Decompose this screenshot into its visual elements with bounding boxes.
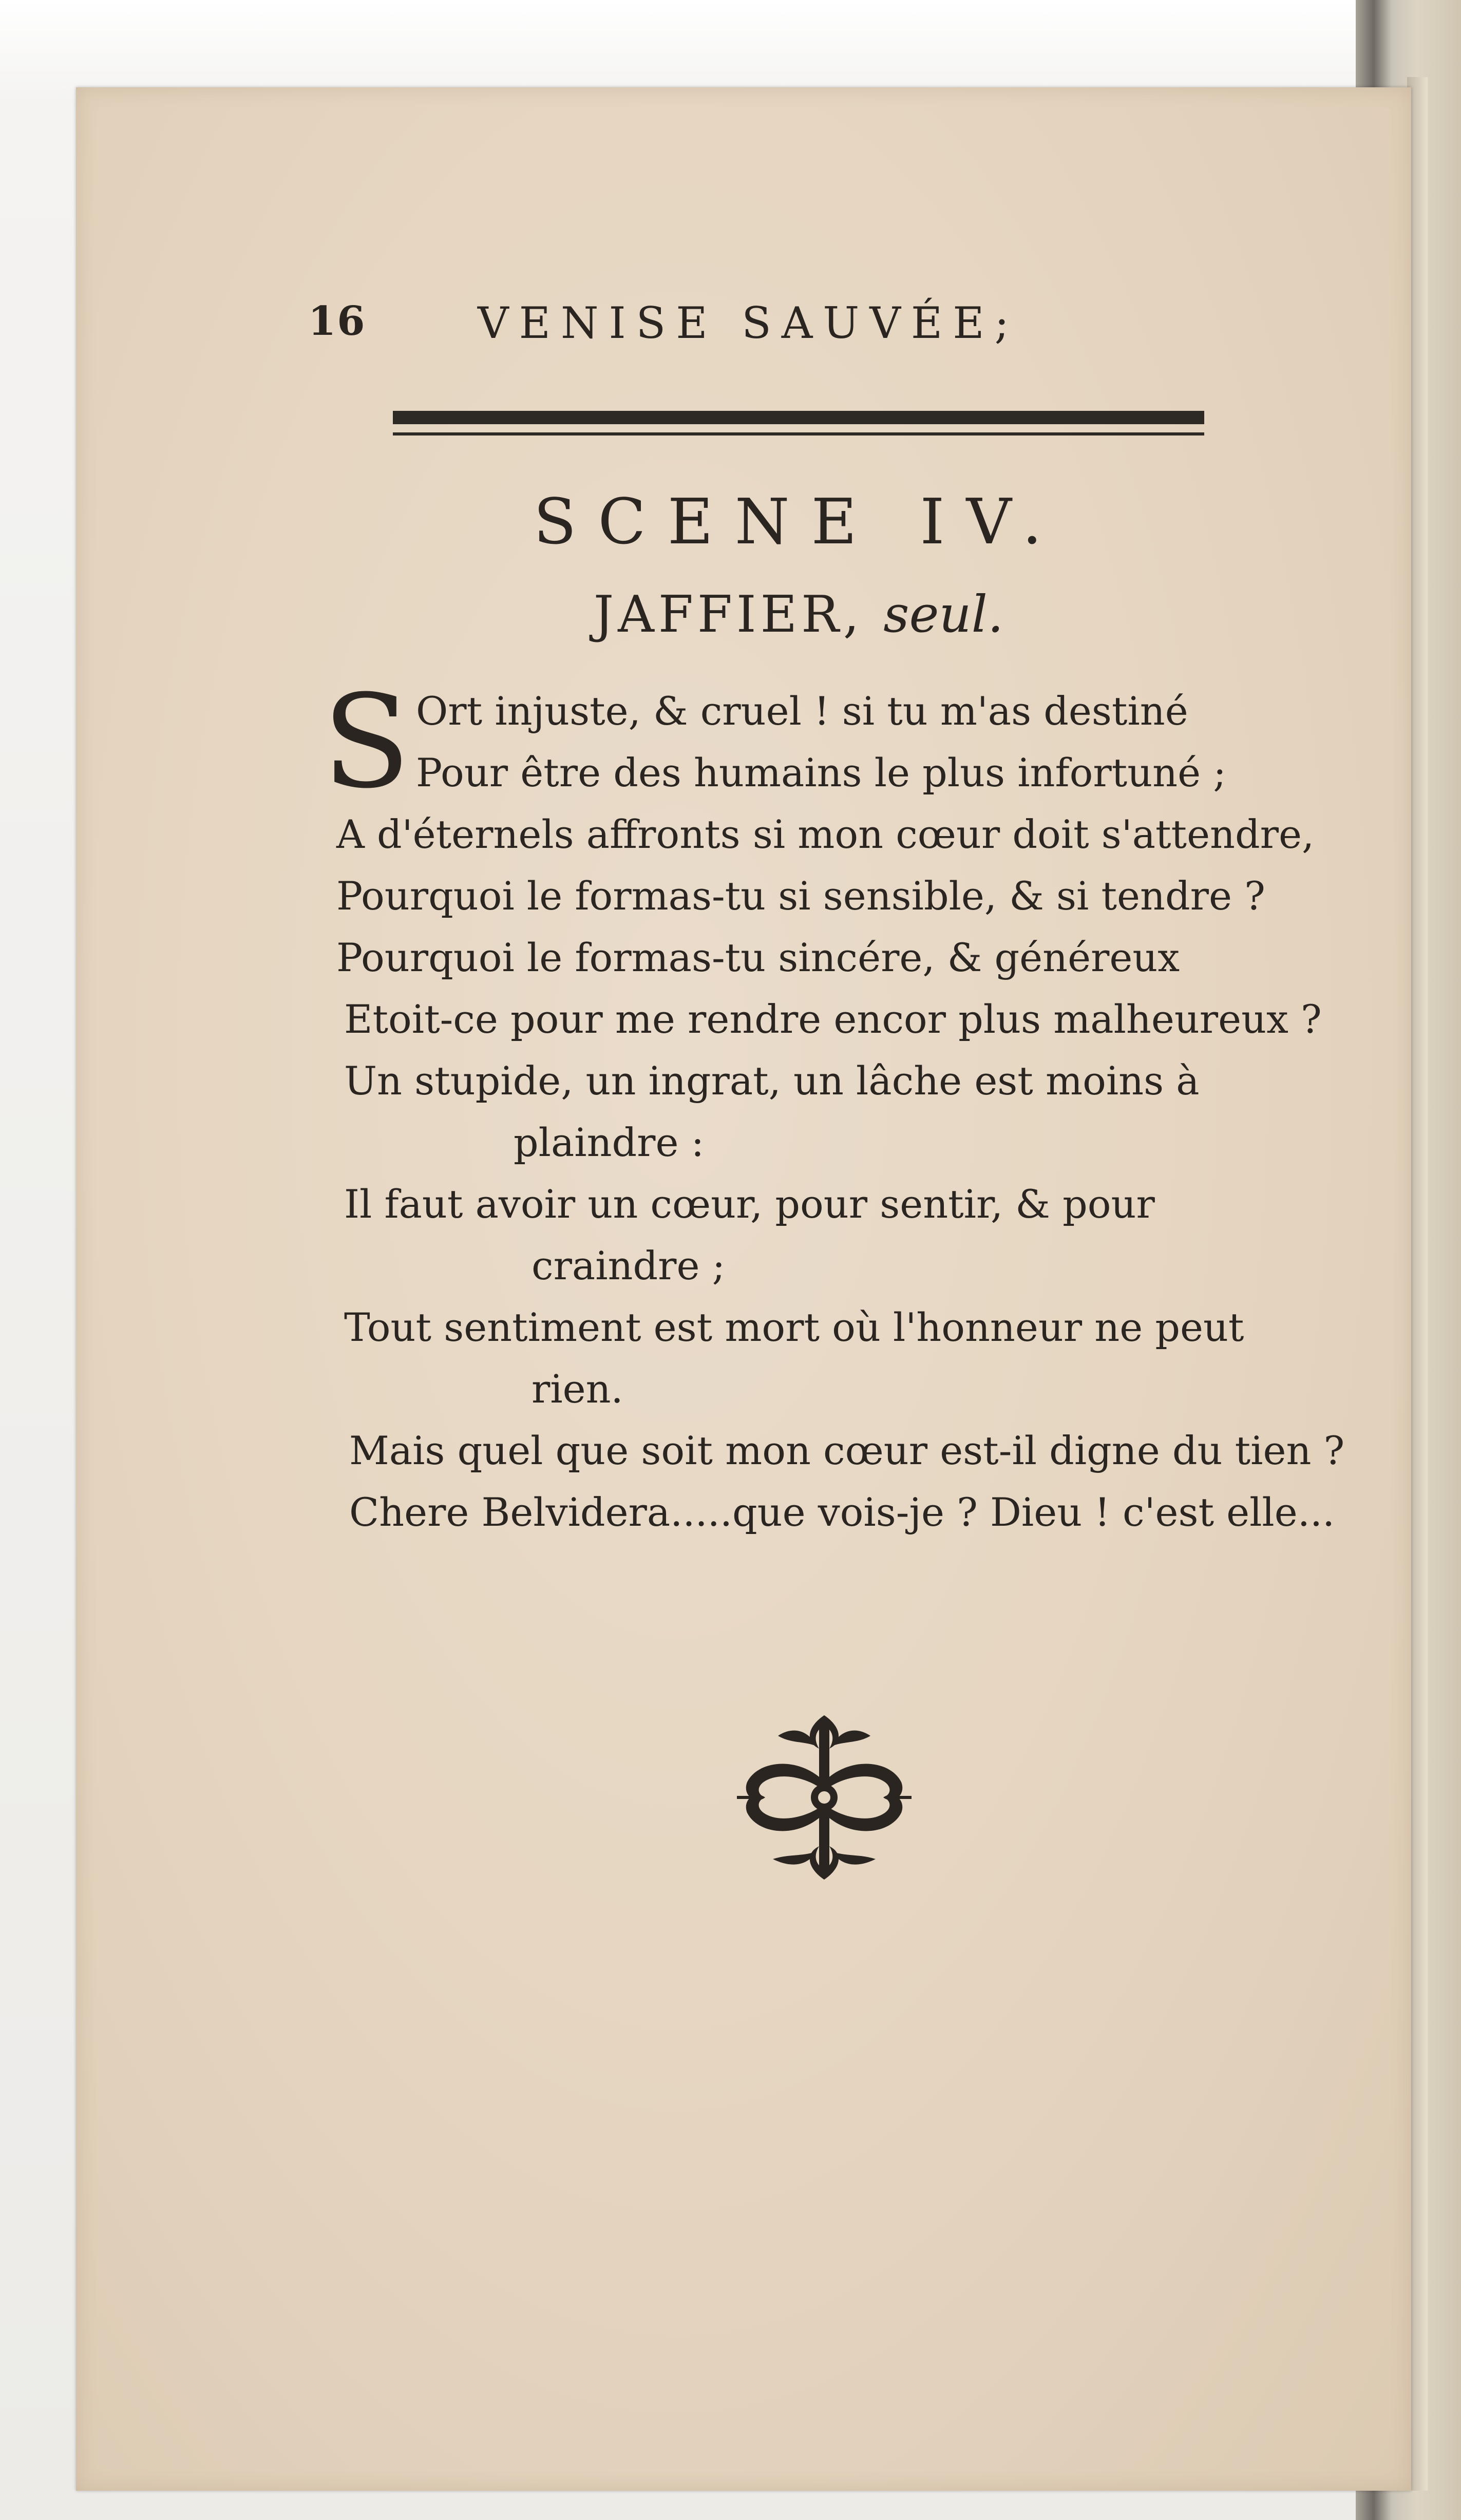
verse-line: Un stupide, un ingrat, un lâche est moins à: [344, 1058, 1200, 1104]
running-head: VENISE SAUVÉE;: [478, 298, 1019, 348]
stage-direction: seul.: [883, 585, 1004, 644]
verse-line: Pourquoi le formas-tu si sensible, & si tendre ?: [336, 873, 1265, 919]
header-rule-thick: [393, 411, 1204, 424]
page-header: [308, 298, 1078, 359]
verse-line: Etoit-ce pour me rendre encor plus malheureux ?: [344, 996, 1322, 1042]
drop-cap: S: [322, 667, 411, 817]
speaker-line: [393, 585, 1204, 644]
verse-line: Chere Belvidera.....que vois-je ? Dieu ! c'est elle...: [349, 1489, 1335, 1535]
verse-line: Tout sentiment est mort où l'honneur ne peut: [344, 1304, 1244, 1350]
verse-line: Pourquoi le formas-tu sincére, & généreux: [336, 935, 1180, 980]
speaker-name: JAFFIER,: [593, 585, 864, 644]
verse-line: Ort injuste, & cruel ! si tu m'as destiné: [416, 688, 1188, 734]
verse-line-continuation: craindre ;: [532, 1243, 726, 1289]
verse-line-continuation: rien.: [532, 1366, 623, 1412]
printers-ornament-icon: [716, 1705, 932, 1890]
verse-line: Mais quel que soit mon cœur est-il digne du tien ?: [349, 1428, 1345, 1473]
scene-title: SCENE IV.: [533, 485, 1064, 558]
verse-line: Il faut avoir un cœur, pour sentir, & pour: [344, 1181, 1155, 1227]
verse-line-continuation: plaindre :: [514, 1120, 705, 1165]
header-rule-thin: [393, 432, 1204, 435]
verse-line: A d'éternels affronts si mon cœur doit s'attendre,: [336, 811, 1315, 857]
verse-line: Pour être des humains le plus infortuné ;: [416, 750, 1226, 795]
page-number: 16: [308, 298, 366, 345]
